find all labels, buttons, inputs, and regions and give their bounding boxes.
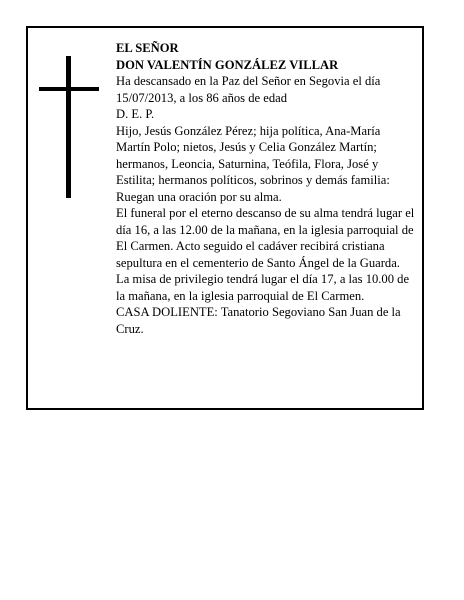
cross-vertical-bar	[66, 56, 71, 198]
rip-line: D. E. P.	[116, 107, 155, 121]
cross-horizontal-bar	[39, 87, 99, 91]
deceased-name: DON VALENTÍN GONZÁLEZ VILLAR	[116, 57, 339, 72]
funeral-paragraph: El funeral por el eterno descanso de su alma tendrá lugar el día 16, a las 12.00 de la mañana, en la iglesia parroquial de El Carmen. Acto seguido el cadáver recibirá cristiana sepultura en el cementerio de Santo Ángel de la Guarda. La misa de privilegio tendrá lugar el día 17, a las 10.00 de la mañana, en la iglesia parroquial de El Carmen.	[116, 206, 415, 303]
obituary-notice	[26, 26, 424, 410]
mourning-house-paragraph: CASA DOLIENTE: Tanatorio Segoviano San Juan de la Cruz.	[116, 305, 401, 336]
title-line-1: EL SEÑOR	[116, 41, 179, 55]
notice-text	[116, 40, 416, 337]
announcement-paragraph: Ha descansado en la Paz del Señor en Segovia el día 15/07/2013, a los 86 años de edad	[116, 74, 381, 105]
family-paragraph: Hijo, Jesús González Pérez; hija política, Ana-María Martín Polo; nietos, Jesús y Celia González Martín; hermanos, Leoncia, Saturnina, Teófila, Flora, José y Estilita; hermanos políticos, sobrinos y demás familia: Ruegan una oración por su alma.	[116, 123, 390, 204]
